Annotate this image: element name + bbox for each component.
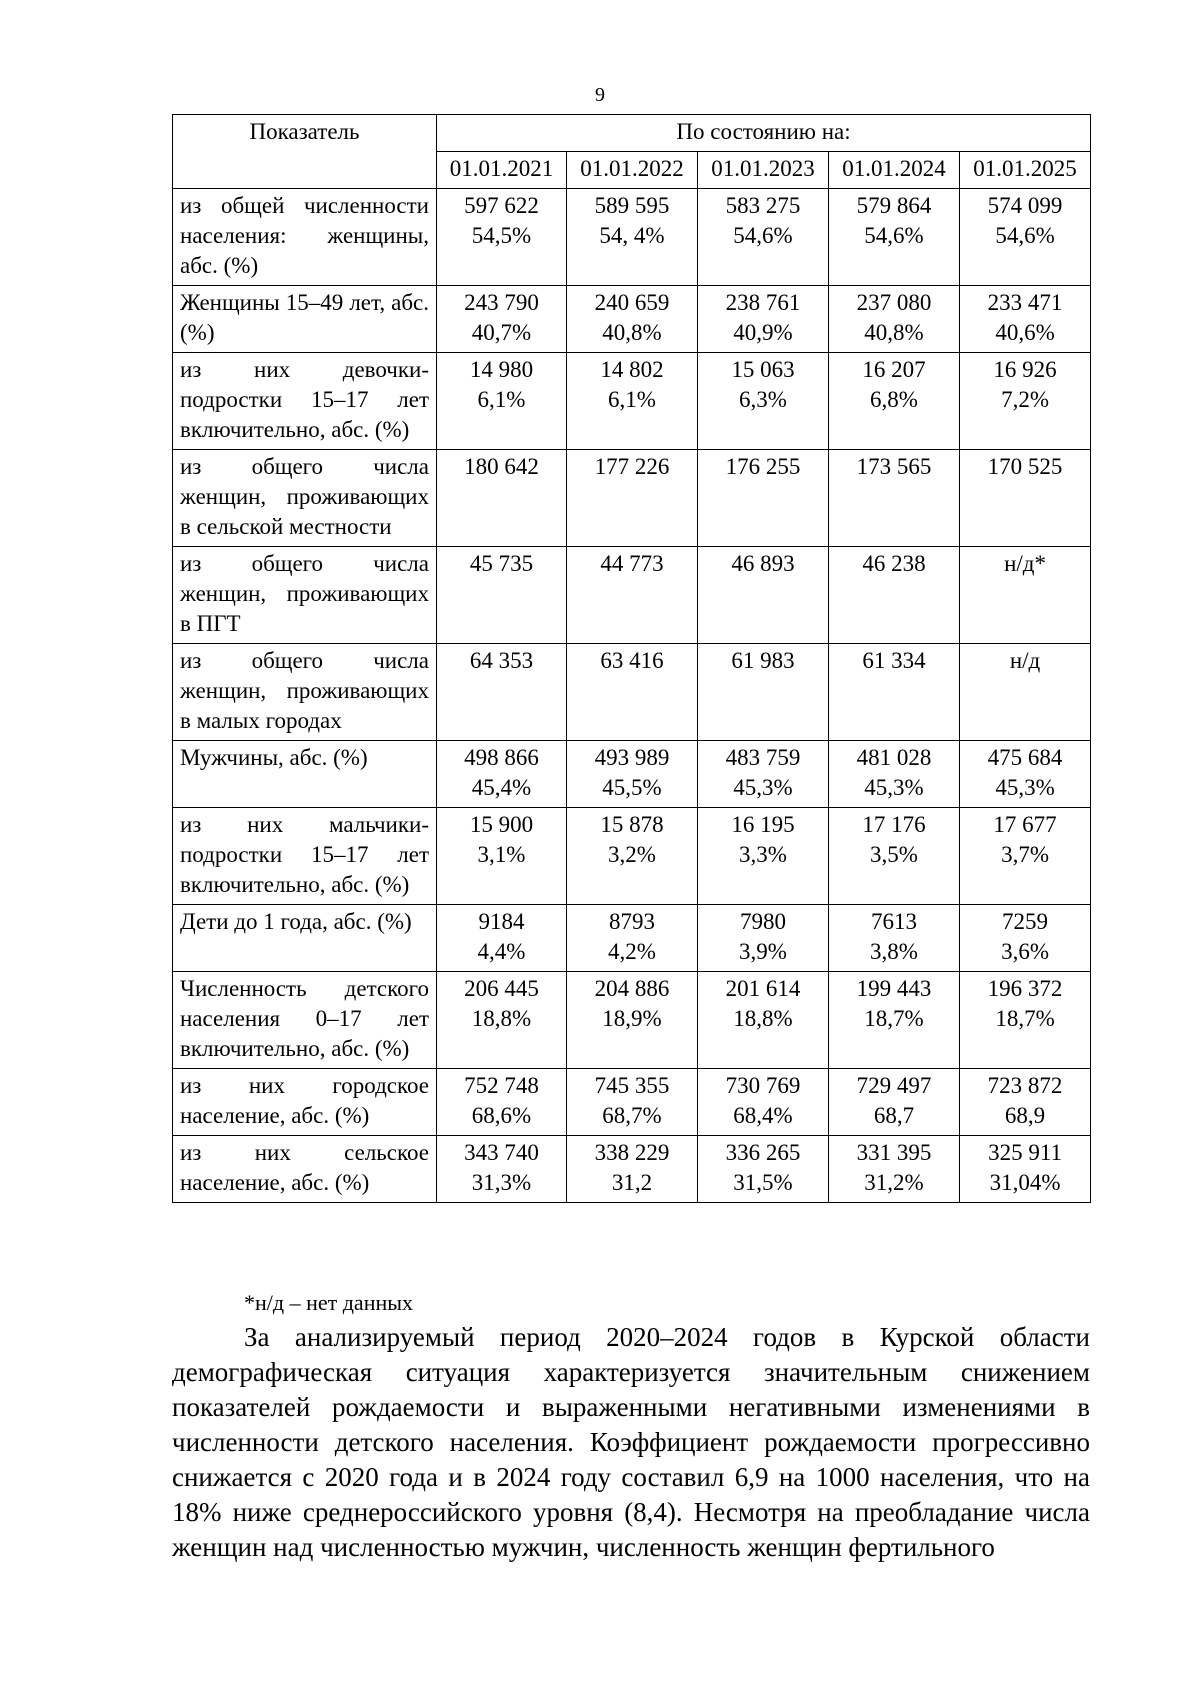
value-cell [437, 547, 567, 644]
value-cell [829, 189, 960, 286]
absolute-value: 343 740 [464, 1140, 539, 1165]
value-cell [960, 1069, 1091, 1136]
table-header-row [173, 115, 1091, 152]
table-row [173, 808, 1091, 905]
absolute-value: 45 735 [469, 551, 534, 576]
absolute-value: 238 761 [725, 290, 801, 315]
header-date: 01.01.2021 [437, 152, 567, 189]
absolute-value: 15 878 [600, 812, 664, 837]
absolute-value: 729 497 [856, 1073, 932, 1098]
header-date: 01.01.2024 [829, 152, 960, 189]
value-cell [960, 450, 1091, 547]
table-row [173, 1136, 1091, 1203]
row-label: из общего числа женщин, проживающих в ПГТ [173, 547, 437, 644]
percent-value: 31,2 [611, 1170, 653, 1195]
absolute-value: 46 238 [862, 551, 926, 576]
absolute-value: 64 353 [469, 648, 534, 673]
percent-value: 3,8% [870, 939, 918, 964]
table-body [173, 189, 1091, 1203]
value-cell [698, 741, 829, 808]
absolute-value: 7259 [1002, 909, 1049, 934]
row-label: из общей численности населения: женщины, абс. (%) [173, 189, 437, 286]
absolute-value: 498 866 [464, 745, 539, 770]
value-cell [960, 353, 1091, 450]
value-cell [567, 905, 698, 972]
value-cell [960, 189, 1091, 286]
value-cell [698, 353, 829, 450]
percent-value: 18,8% [471, 1006, 532, 1031]
percent-value: 68,9 [1004, 1103, 1046, 1128]
percent-value: 18,8% [733, 1006, 793, 1031]
table-row [173, 905, 1091, 972]
percent-value: 4,4% [477, 939, 526, 964]
row-label: из них девочки-подростки 15–17 лет включительно, абс. (%) [173, 353, 437, 450]
percent-value: 40,8% [864, 320, 924, 345]
value-cell [698, 1069, 829, 1136]
row-label: из них сельское население, абс. (%) [173, 1136, 437, 1203]
percent-value: 3,9% [739, 939, 787, 964]
absolute-value: 17 677 [993, 812, 1057, 837]
value-cell [567, 741, 698, 808]
value-cell [829, 972, 960, 1069]
absolute-value: 176 255 [725, 454, 801, 479]
percent-value: 45,4% [471, 775, 532, 800]
absolute-value: 14 980 [469, 357, 534, 382]
absolute-value: 8793 [609, 909, 655, 934]
value-cell [437, 1069, 567, 1136]
percent-value: 31,3% [471, 1170, 532, 1195]
absolute-value: 7613 [871, 909, 917, 934]
percent-value: 68,7% [602, 1103, 662, 1128]
percent-value: 68,7 [873, 1103, 915, 1128]
percent-value: 31,5% [733, 1170, 793, 1195]
percent-value: 40,8% [602, 320, 662, 345]
percent-value: 3,2% [608, 842, 656, 867]
value-cell [437, 353, 567, 450]
demographics-table [172, 114, 1091, 1203]
row-label: Мужчины, абс. (%) [173, 741, 437, 808]
percent-value: 3,6% [1001, 939, 1049, 964]
value-cell [567, 353, 698, 450]
percent-value: 3,5% [870, 842, 918, 867]
absolute-value: 745 355 [594, 1073, 670, 1098]
absolute-value: 177 226 [594, 454, 670, 479]
footnote: *н/д – нет данных [244, 1290, 414, 1315]
percent-value: 45,5% [602, 775, 662, 800]
percent-value: 31,2% [864, 1170, 924, 1195]
value-cell [698, 189, 829, 286]
value-cell [698, 972, 829, 1069]
value-cell [829, 547, 960, 644]
percent-value: 31,04% [989, 1170, 1061, 1195]
absolute-value: 199 443 [856, 976, 932, 1001]
value-cell [829, 1136, 960, 1203]
absolute-value: 17 176 [862, 812, 926, 837]
absolute-value: 723 872 [987, 1073, 1063, 1098]
value-cell [567, 972, 698, 1069]
value-cell [829, 808, 960, 905]
absolute-value: 204 886 [594, 976, 670, 1001]
value-cell [698, 450, 829, 547]
percent-value: 54, 4% [599, 223, 665, 248]
absolute-value: 597 622 [464, 193, 539, 218]
value-cell [437, 1136, 567, 1203]
absolute-value: 579 864 [856, 193, 932, 218]
value-cell [437, 741, 567, 808]
value-cell [567, 286, 698, 353]
value-cell [437, 972, 567, 1069]
percent-value: 54,6% [864, 223, 924, 248]
absolute-value: 16 195 [731, 812, 795, 837]
absolute-value: 730 769 [725, 1073, 801, 1098]
absolute-value: 16 926 [993, 357, 1057, 382]
table-row [173, 353, 1091, 450]
absolute-value: н/д [1009, 648, 1041, 673]
value-cell [829, 1069, 960, 1136]
value-cell [567, 808, 698, 905]
table-row [173, 286, 1091, 353]
percent-value: 45,3% [995, 775, 1055, 800]
absolute-value: 331 395 [856, 1140, 932, 1165]
value-cell [829, 450, 960, 547]
absolute-value: 336 265 [725, 1140, 801, 1165]
value-cell [960, 808, 1091, 905]
absolute-value: 206 445 [464, 976, 539, 1001]
value-cell [567, 547, 698, 644]
row-label: Дети до 1 года, абс. (%) [173, 905, 437, 972]
percent-value: 40,6% [995, 320, 1055, 345]
row-label: Женщины 15–49 лет, абс. (%) [173, 286, 437, 353]
absolute-value: 180 642 [464, 454, 539, 479]
percent-value: 45,3% [864, 775, 924, 800]
absolute-value: 15 900 [469, 812, 534, 837]
percent-value: 54,6% [733, 223, 793, 248]
header-date: 01.01.2023 [698, 152, 829, 189]
value-cell [437, 450, 567, 547]
header-state: По состоянию на: [437, 115, 1091, 152]
percent-value: 18,9% [602, 1006, 662, 1031]
percent-value: 40,9% [733, 320, 793, 345]
header-date: 01.01.2025 [960, 152, 1091, 189]
value-cell [567, 189, 698, 286]
table-row [173, 450, 1091, 547]
row-label: из них мальчики-подростки 15–17 лет включительно, абс. (%) [173, 808, 437, 905]
absolute-value: 7980 [740, 909, 786, 934]
value-cell [960, 1136, 1091, 1203]
value-cell [698, 644, 829, 741]
header-indicator: Показатель [173, 115, 437, 189]
percent-value: 68,4% [733, 1103, 793, 1128]
value-cell [960, 644, 1091, 741]
value-cell [437, 905, 567, 972]
value-cell [437, 644, 567, 741]
value-cell [698, 547, 829, 644]
absolute-value: 61 334 [862, 648, 926, 673]
percent-value: 18,7% [864, 1006, 924, 1031]
percent-value: 6,8% [870, 387, 918, 412]
absolute-value: 237 080 [856, 290, 932, 315]
value-cell [698, 905, 829, 972]
absolute-value: 483 759 [725, 745, 801, 770]
percent-value: 54,5% [471, 223, 532, 248]
value-cell [567, 1136, 698, 1203]
absolute-value: 9184 [478, 909, 525, 934]
absolute-value: 173 565 [856, 454, 932, 479]
percent-value: 7,2% [1001, 387, 1049, 412]
value-cell [829, 353, 960, 450]
absolute-value: 46 893 [731, 551, 795, 576]
value-cell [960, 741, 1091, 808]
absolute-value: 338 229 [594, 1140, 670, 1165]
table-row [173, 189, 1091, 286]
row-label: из общего числа женщин, проживающих в сельской местности [173, 450, 437, 547]
absolute-value: 61 983 [731, 648, 795, 673]
value-cell [829, 644, 960, 741]
absolute-value: 44 773 [600, 551, 664, 576]
row-label: из общего числа женщин, проживающих в малых городах [173, 644, 437, 741]
percent-value: 3,3% [739, 842, 787, 867]
absolute-value: 752 748 [464, 1073, 539, 1098]
absolute-value: 493 989 [594, 745, 670, 770]
percent-value: 6,1% [608, 387, 656, 412]
absolute-value: 170 525 [987, 454, 1063, 479]
absolute-value: 15 063 [731, 357, 795, 382]
percent-value: 3,1% [477, 842, 526, 867]
row-label: из них городское население, абс. (%) [173, 1069, 437, 1136]
value-cell [437, 808, 567, 905]
absolute-value: 201 614 [725, 976, 801, 1001]
percent-value: 6,3% [739, 387, 787, 412]
absolute-value: н/д* [1004, 551, 1046, 576]
absolute-value: 589 595 [594, 193, 670, 218]
body-paragraph: За анализируемый период 2020–2024 годов в Курской области демографическая ситуация характеризуется значительным снижением показателей рождаемости и выраженными негативными изменениями в численности детского населения. Коэффициент рождаемости прогрессивно снижается с 2020 года и в 2024 году составил 6,9 на 1000 населения, что на 18% ниже среднероссийского уровня (8,4). Несмотря на преобладание числа женщин над численностью мужчин, численность женщин фертильного [172, 1322, 1090, 1562]
absolute-value: 240 659 [594, 290, 670, 315]
absolute-value: 243 790 [464, 290, 539, 315]
percent-value: 54,6% [995, 223, 1055, 248]
value-cell [960, 547, 1091, 644]
table-row [173, 547, 1091, 644]
value-cell [567, 450, 698, 547]
value-cell [567, 1069, 698, 1136]
percent-value: 6,1% [477, 387, 526, 412]
header-date: 01.01.2022 [567, 152, 698, 189]
value-cell [567, 644, 698, 741]
value-cell [437, 189, 567, 286]
value-cell [829, 286, 960, 353]
absolute-value: 583 275 [725, 193, 801, 218]
absolute-value: 574 099 [987, 193, 1063, 218]
value-cell [960, 286, 1091, 353]
value-cell [829, 905, 960, 972]
absolute-value: 14 802 [600, 357, 664, 382]
absolute-value: 475 684 [987, 745, 1063, 770]
row-label: Численность детского населения 0–17 лет включительно, абс. (%) [173, 972, 437, 1069]
absolute-value: 16 207 [862, 357, 926, 382]
percent-value: 4,2% [608, 939, 656, 964]
percent-value: 40,7% [471, 320, 532, 345]
value-cell [960, 905, 1091, 972]
absolute-value: 196 372 [987, 976, 1063, 1001]
value-cell [960, 972, 1091, 1069]
percent-value: 45,3% [733, 775, 793, 800]
value-cell [698, 1136, 829, 1203]
value-cell [437, 286, 567, 353]
table-row [173, 1069, 1091, 1136]
absolute-value: 325 911 [988, 1140, 1062, 1165]
page-number: 9 [595, 84, 605, 106]
absolute-value: 481 028 [856, 745, 932, 770]
percent-value: 3,7% [1001, 842, 1049, 867]
table-row [173, 644, 1091, 741]
absolute-value: 233 471 [987, 290, 1063, 315]
percent-value: 68,6% [471, 1103, 532, 1128]
table-row [173, 741, 1091, 808]
value-cell [698, 808, 829, 905]
value-cell [698, 286, 829, 353]
value-cell [829, 741, 960, 808]
absolute-value: 63 416 [600, 648, 664, 673]
table-row [173, 972, 1091, 1069]
percent-value: 18,7% [995, 1006, 1055, 1031]
